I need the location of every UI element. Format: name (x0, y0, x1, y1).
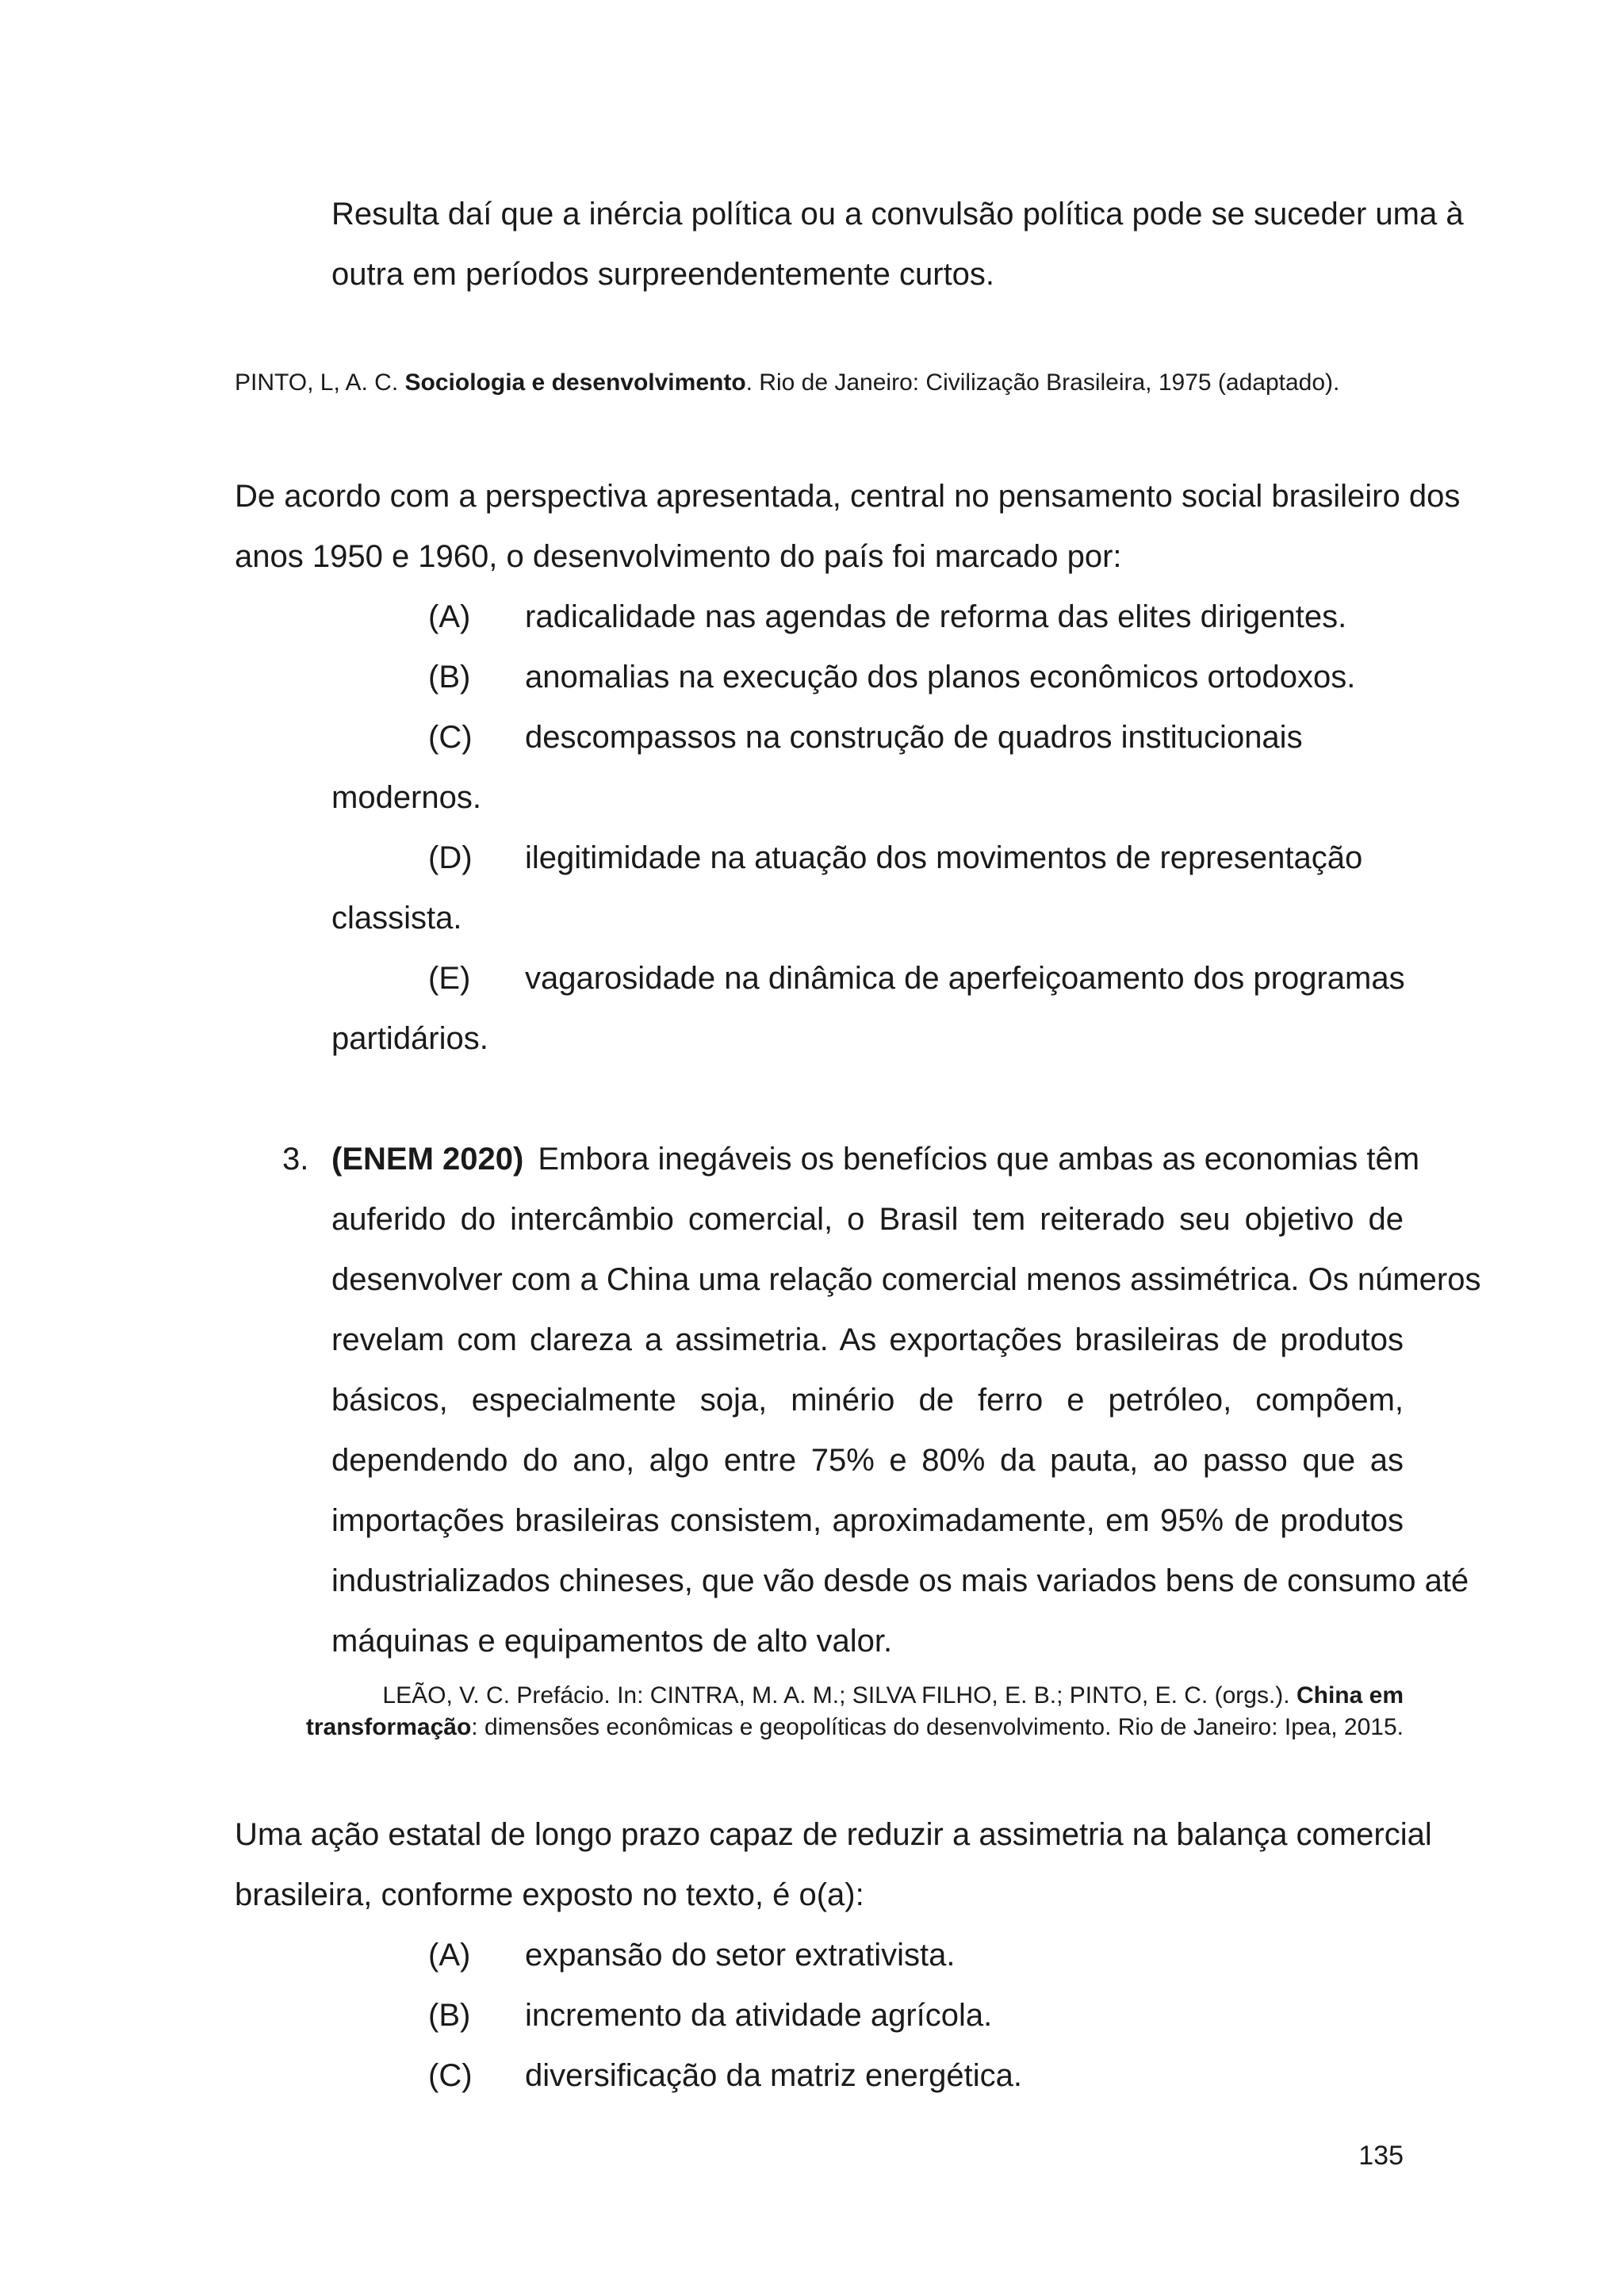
q3-text-line-4: revelam com clareza a assimetria. As exportações brasileiras de produtos (331, 1322, 1404, 1357)
q3-text-line-5: básicos, especialmente soja, minério de ferro e petróleo, compõem, (331, 1383, 1404, 1418)
reference-title: China em (1296, 1682, 1404, 1709)
reference-suffix: : dimensões econômicas e geopolíticas do desenvolvimento. Rio de Janeiro: Ipea, 2015. (471, 1714, 1404, 1740)
q3-text-line-6: dependendo do ano, algo entre 75% e 80% da pauta, ao passo que as (331, 1443, 1404, 1478)
page-number: 135 (1358, 2141, 1404, 2171)
q3-source-tag: (ENEM 2020) (331, 1142, 524, 1177)
option-text-continuation: classista. (331, 901, 462, 936)
quote-line-2: outra em períodos surpreendentemente curtos. (331, 257, 995, 292)
option-text: descompassos na construção de quadros institucionais (525, 720, 1303, 755)
option-text-continuation: modernos. (331, 780, 481, 815)
option-text: anomalias na execução dos planos econômicos ortodoxos. (525, 660, 1356, 695)
option-letter: (E) (428, 961, 471, 996)
option-text: expansão do setor extrativista. (525, 1938, 956, 1973)
option-letter: (D) (428, 840, 473, 875)
option-letter: (C) (428, 2058, 473, 2093)
reference-title-cont: transformação (305, 1714, 472, 1740)
reference-prefix: PINTO, L, A. C. (235, 369, 399, 396)
option-text-continuation: partidários. (331, 1021, 488, 1056)
q2-stem-line-1: De acordo com a perspectiva apresentada, central no pensamento social brasileiro dos (235, 479, 1461, 514)
option-letter: (C) (428, 720, 473, 755)
q3-text-line-7: importações brasileiras consistem, aproximadamente, em 95% de produtos (331, 1503, 1404, 1538)
option-text: ilegitimidade na atuação dos movimentos de representação (525, 840, 1363, 875)
q3-stem-line-1: Uma ação estatal de longo prazo capaz de reduzir a assimetria na balança comercial (235, 1817, 1432, 1852)
reference-suffix: . Rio de Janeiro: Civilização Brasileira, 1975 (adaptado). (745, 369, 1340, 396)
q3-stem-line-2: brasileira, conforme exposto no texto, é o(a): (235, 1877, 864, 1912)
q3-text: Embora inegáveis os benefícios que ambas as economias têm (538, 1142, 1420, 1177)
option-text: diversificação da matriz energética. (525, 2058, 1022, 2093)
reference-prefix: LEÃO, V. C. Prefácio. In: CINTRA, M. A. M.; SILVA FILHO, E. B.; PINTO, E. C. (orgs.). (382, 1682, 1290, 1709)
option-letter: (A) (428, 599, 471, 634)
option-text: vagarosidade na dinâmica de aperfeiçoamento dos programas (525, 961, 1405, 996)
quote-line-1 (331, 195, 1464, 233)
option-letter: (A) (428, 1938, 471, 1973)
option-text: incremento da atividade agrícola. (525, 1998, 993, 2033)
option-letter: (B) (428, 1998, 471, 2033)
q3-text-line-3: desenvolver com a China uma relação comercial menos assimétrica. Os números (331, 1262, 1481, 1297)
q3-text-line-1 (331, 1140, 1420, 1178)
q3-number: 3. (282, 1142, 309, 1177)
q3-text-line-2: auferido do intercâmbio comercial, o Brasil tem reiterado seu objetivo de (331, 1202, 1404, 1237)
q3-text-line-8: industrializados chineses, que vão desde os mais variados bens de consumo até (331, 1563, 1469, 1598)
option-letter: (B) (428, 660, 471, 695)
q3-text-line-9: máquinas e equipamentos de alto valor. (331, 1624, 893, 1659)
reference-title: Sociologia e desenvolvimento (404, 369, 746, 396)
reference-pinto (235, 368, 1339, 398)
reference-leao-line-2 (306, 1712, 1404, 1743)
quote-text: Resulta daí que a inércia política ou a convulsão política pode se suceder uma à (331, 197, 1464, 232)
option-text: radicalidade nas agendas de reforma das elites dirigentes. (525, 599, 1347, 634)
q2-stem-line-2: anos 1950 e 1960, o desenvolvimento do país foi marcado por: (235, 539, 1122, 574)
reference-leao-line-1 (382, 1681, 1404, 1711)
